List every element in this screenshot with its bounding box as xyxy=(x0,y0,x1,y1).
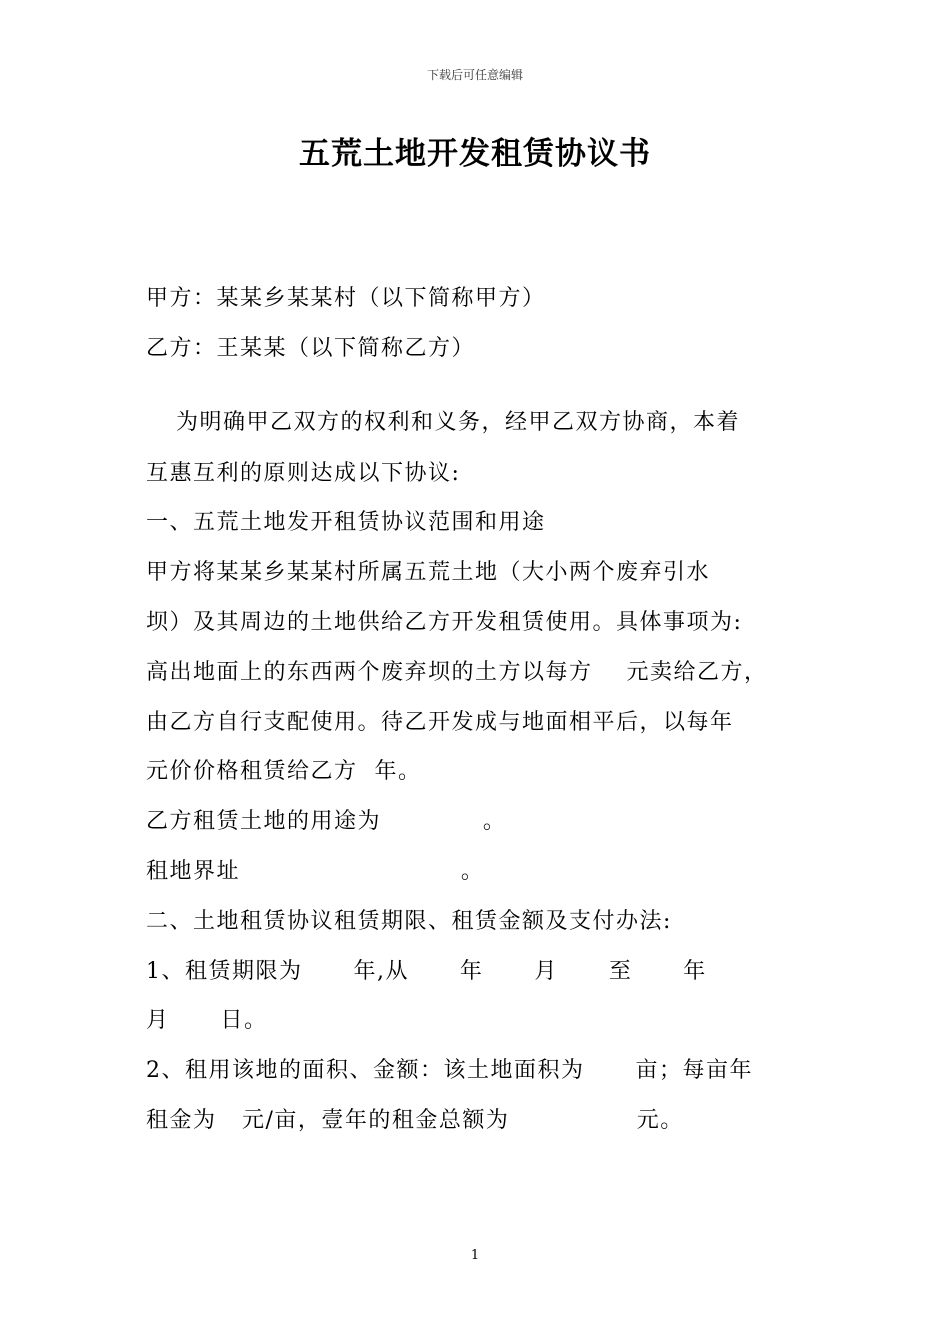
term-line-2: 月 日。 xyxy=(146,1008,268,1033)
usage-line: 乙方租赁土地的用途为 。 xyxy=(146,809,507,834)
area-line-1: 2、租用该地的面积、金额：该土地面积为 亩；每亩年 xyxy=(146,1058,753,1083)
term-line-1: 1、租赁期限为 年,从 年 月 至 年 xyxy=(146,959,707,984)
header-note: 下载后可任意编辑 xyxy=(426,68,523,82)
boundary-line: 租地界址 。 xyxy=(146,859,485,884)
section-1-heading: 一、五荒土地发开租赁协议范围和用途 xyxy=(146,510,546,535)
party-a-line: 甲方：某某乡某某村（以下简称甲方） xyxy=(146,286,546,311)
document-title: 五荒土地开发租赁协议书 xyxy=(299,136,651,172)
section-1-line-5: 元价价格租赁给乙方 年。 xyxy=(146,759,422,784)
section-1-line-2: 坝）及其周边的土地供给乙方开发租赁使用。具体事项为: xyxy=(146,610,743,635)
intro-line-1: 为明确甲乙双方的权利和义务，经甲乙双方协商，本着 xyxy=(176,410,741,435)
intro-line-2: 互惠互利的原则达成以下协议: xyxy=(146,461,461,486)
section-1-line-4: 由乙方自行支配使用。待乙开发成与地面相平后，以每年 xyxy=(146,710,734,735)
section-2-heading: 二、土地租赁协议租赁期限、租赁金额及支付办法: xyxy=(146,909,672,934)
page-number: 1 xyxy=(470,1248,480,1263)
area-line-2: 租金为 元/亩，壹年的租金总额为 元。 xyxy=(146,1108,684,1133)
section-1-line-3: 高出地面上的东西两个废弃坝的土方以每方 元卖给乙方， xyxy=(146,660,768,685)
section-1-line-1: 甲方将某某乡某某村所属五荒土地（大小两个废弃引水 xyxy=(146,560,711,585)
party-b-line: 乙方：王某某（以下简称乙方） xyxy=(146,336,476,361)
